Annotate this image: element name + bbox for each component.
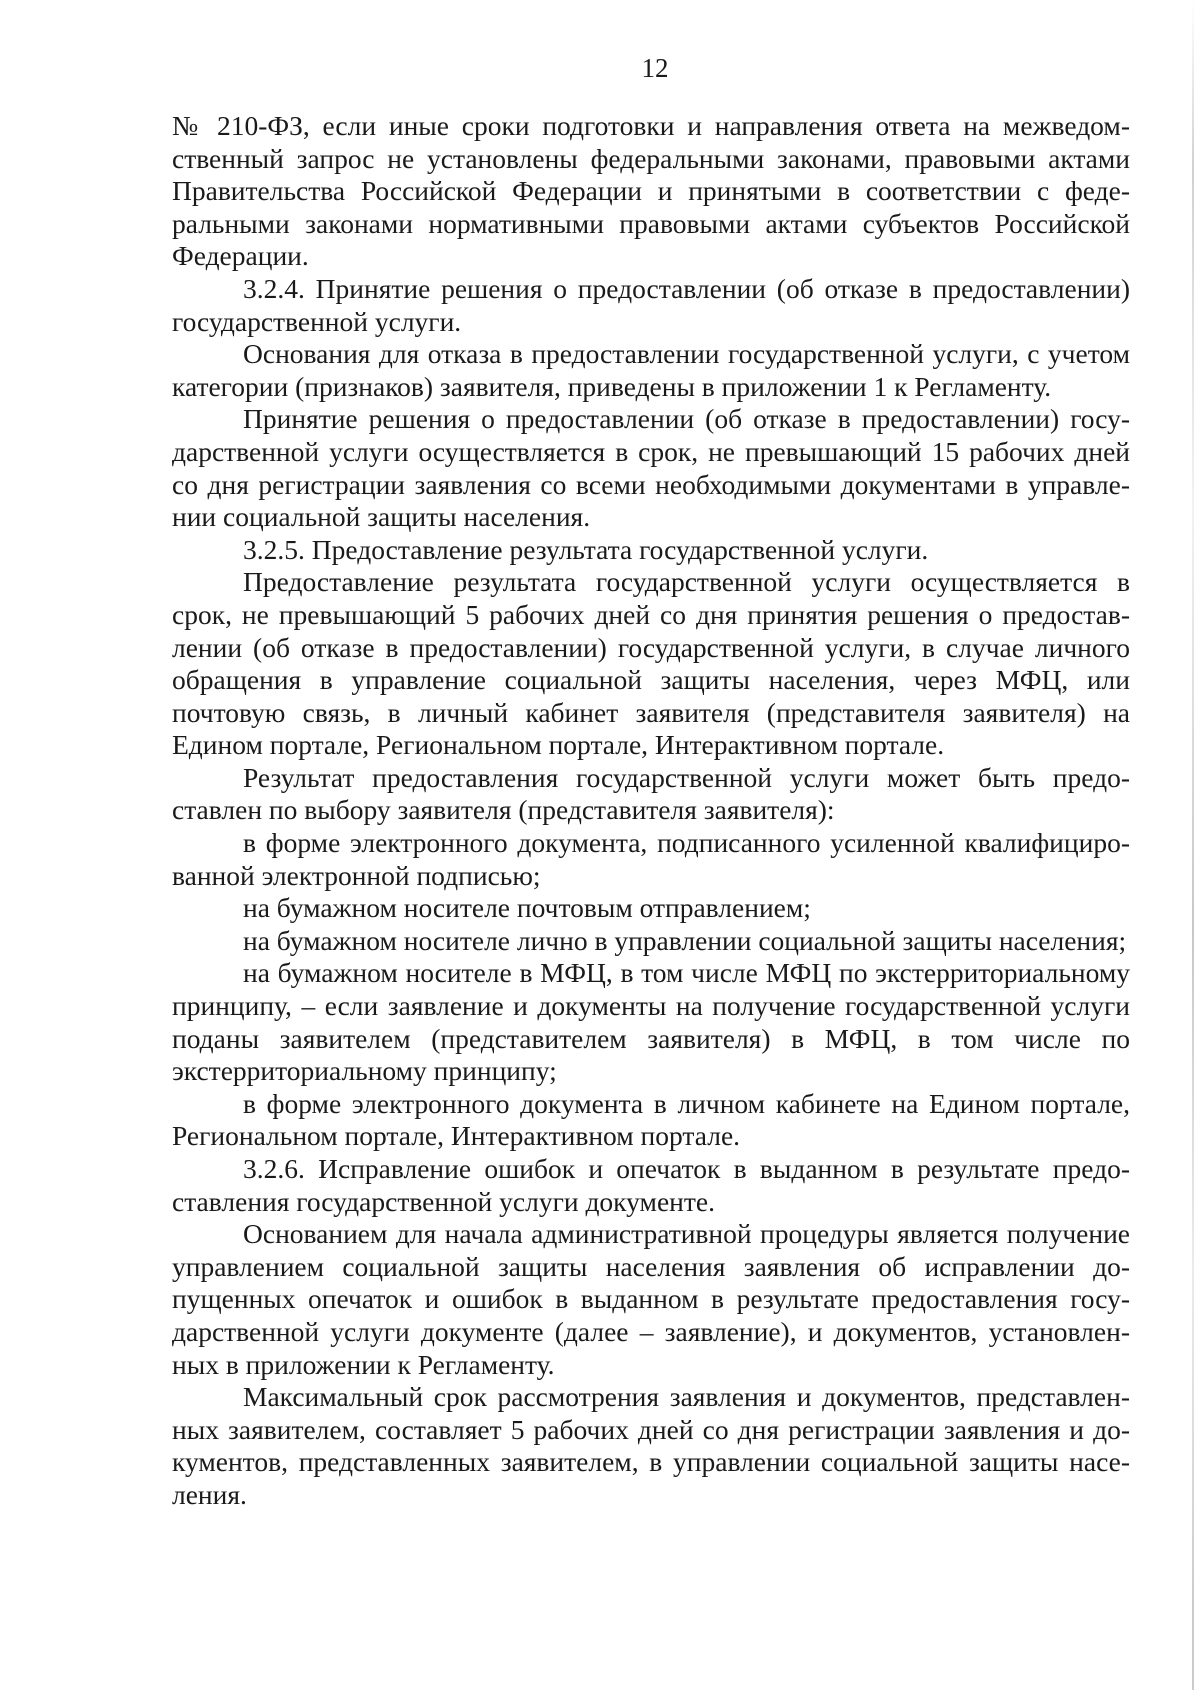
- paragraph-correction-deadline: Максимальный срок рассмотрения заявления и документов, представленных заявителем, составляет 5 рабочих дней со дня регистрации заявления и документов, представленных заявителем, в управлении социальной защиты населения.: [172, 1381, 1130, 1510]
- scan-edge-shadow: [1192, 0, 1194, 1690]
- list-item-paper-mfc: на бумажном носителе в МФЦ, в том числе МФЦ по экстерриториальному принципу, – если заявление и документы на получение государственной услуги поданы заявителем (представителем заявителя) в МФЦ, в том числе по экстерриториальному принципу;: [172, 957, 1130, 1087]
- list-item-paper-in-person: на бумажном носителе лично в управлении социальной защиты населения;: [243, 924, 1127, 956]
- paragraph-result-options-intro: Результат предоставления государственной услуги может быть предоставлен по выбору заявителя (представителя заявителя):: [172, 761, 1130, 826]
- page-number: 12: [641, 53, 669, 83]
- paragraph-refusal-grounds: Основания для отказа в предоставлении государственной услуги, с учетом категории (признаков) заявителя, приведены в приложении 1 к Регламенту.: [172, 338, 1130, 402]
- paragraph-correction-grounds: Основанием для начала административной процедуры является получение управлением социальной защиты населения заявления об исправлении допущенных опечаток и ошибок в выданном в результате предоставления государственной услуги документе (далее – заявление), и документов, установленных в приложении к Регламенту.: [172, 1218, 1130, 1380]
- list-item-paper-mail: на бумажном носителе почтовым отправлением;: [243, 892, 811, 924]
- list-item-electronic-cabinet: в форме электронного документа в личном кабинете на Едином портале, Региональном портале, Интерактивном портале.: [172, 1087, 1130, 1152]
- paragraph-3-2-4-heading: 3.2.4. Принятие решения о предоставлении (об отказе в предоставлении) государственной услуги.: [172, 272, 1130, 337]
- paragraph-3-2-5-heading: 3.2.5. Предоставление результата государственной услуги.: [243, 533, 929, 565]
- list-item-electronic-signed: в форме электронного документа, подписанного усиленной квалифицированной электронной подписью;: [172, 827, 1130, 891]
- paragraph-continuation-210fz: № 210-ФЗ, если иные сроки подготовки и направления ответа на межведомственный запрос не установлены федеральными законами, правовыми актами Правительства Российской Федерации и принятыми в соответствии с федеральными законами нормативными правовыми актами субъектов Российской Федерации.: [172, 110, 1130, 272]
- document-body: [172, 110, 1130, 1512]
- paragraph-decision-deadline: Принятие решения о предоставлении (об отказе в предоставлении) государственной услуги осуществляется в срок, не превышающий 15 рабочих дней со дня регистрации заявления со всеми необходимыми документами в управлении социальной защиты населения.: [172, 403, 1130, 533]
- paragraph-3-2-6-heading: 3.2.6. Исправление ошибок и опечаток в выданном в результате предоставления государственной услуги документе.: [172, 1153, 1130, 1217]
- paragraph-result-delivery-deadline: Предоставление результата государственной услуги осуществляется в срок, не превышающий 5 рабочих дней со дня принятия решения о предоставлении (об отказе в предоставлении) государственной услуги, в случае личного обращения в управление социальной защиты населения, через МФЦ, или почтовую связь, в личный кабинет заявителя (представителя заявителя) на Едином портале, Региональном портале, Интерактивном портале.: [172, 566, 1130, 761]
